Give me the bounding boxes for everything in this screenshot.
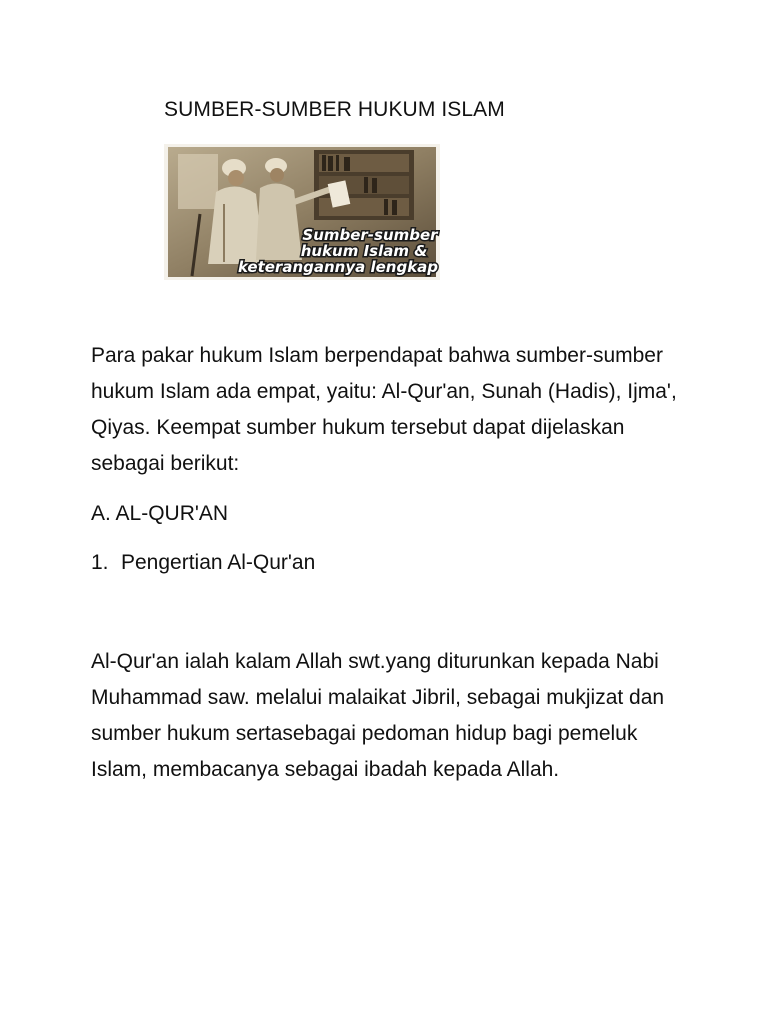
intro-paragraph: Para pakar hukum Islam berpendapat bahwa sumber-sumber hukum Islam ada empat, yaitu: Al-Qur'an, Sunah (Hadis), Ijma', Qiyas. Keempat sumber hukum tersebut dapat dijelaskan sebagai berikut: [91, 344, 677, 475]
document-title: SUMBER-SUMBER HUKUM ISLAM [164, 98, 505, 121]
section-heading: A. AL-QUR'AN [91, 502, 229, 525]
definition-paragraph: Al-Qur'an ialah kalam Allah swt.yang diturunkan kepada Nabi Muhammad saw. melalui malaikat Jibril, sebagai mukjizat dan sumber hukum sertasebagai pedoman hidup bagi pemeluk Islam, membacanya sebagai ibadah kepada Allah. [91, 650, 665, 781]
header-illustration [164, 144, 440, 280]
image-caption-line-2: hukum Islam & [300, 242, 428, 260]
subsection-number: 1. [91, 551, 109, 574]
image-caption-line-1: Sumber-sumber [302, 226, 438, 244]
subsection-heading [91, 545, 691, 581]
image-caption-line-3: keterangannya lengkap [237, 258, 439, 276]
scholars-illustration [164, 144, 440, 280]
subsection-label: Pengertian Al-Qur'an [121, 551, 316, 574]
